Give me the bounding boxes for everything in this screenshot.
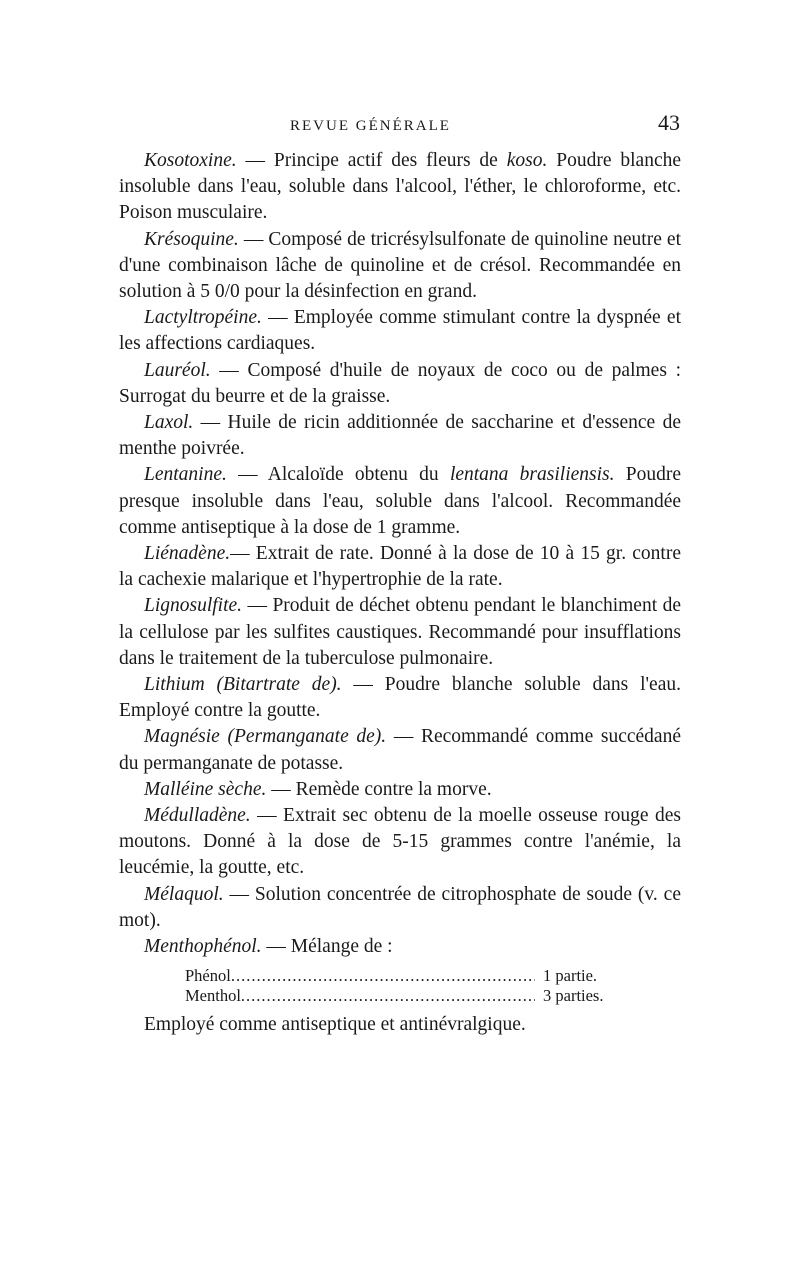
entry-term: Laxol. — [144, 412, 194, 434]
body-text — [119, 148, 681, 1039]
entry-melaquol — [119, 882, 681, 934]
entry-text: — Remède contre la morve. — [266, 778, 492, 800]
entry-term: Lignosulfite. — [144, 595, 243, 617]
entry-laureol — [119, 358, 681, 410]
entry-emphasis: koso. — [506, 150, 548, 171]
entry-text: — Huile de ricin additionnée de saccharine et d'essence de menthe poivrée. — [119, 412, 681, 460]
entry-term: Lauréol. — [144, 359, 211, 381]
entry-text-rest: Poudre blanche insoluble dans l'eau, soluble dans l'alcool, l'éther, le chloroforme, etc. Poison musculaire. — [119, 150, 681, 224]
entry-term: Liénadène. — [144, 543, 231, 565]
entry-text: — Principe actif des fleurs de — [236, 150, 507, 171]
entry-kresoquine — [119, 227, 681, 306]
entry-lactyltropeine — [119, 305, 681, 357]
entry-text: — Solution concentrée de citrophosphate de soude (v. ce mot). — [119, 883, 681, 931]
entry-lithium — [119, 672, 681, 724]
leader-dots — [241, 986, 535, 1006]
running-title: REVUE GÉNÉRALE — [290, 118, 451, 134]
formula-row — [185, 986, 617, 1006]
entry-lignosulfite — [119, 593, 681, 672]
entry-text: — Alcaloïde obtenu du — [226, 464, 450, 486]
entry-laxol — [119, 410, 681, 462]
entry-text: — Composé d'huile de noyaux de coco ou de palmes : Surrogat du beurre et de la graisse. — [119, 359, 681, 407]
closing-line: Employé comme antiseptique et antinévralgique. — [144, 1014, 526, 1036]
entry-text: — Composé de tricrésylsulfonate de quinoline neutre et d'une combinaison lâche de quinoline et de crésol. Recommandée en solution à 5 0/0 pour la désinfection en grand. — [119, 228, 681, 303]
entry-lienadene — [119, 541, 681, 593]
entry-text: — Employée comme stimulant contre la dyspnée et les affections cardiaques. — [119, 307, 681, 355]
page-number: 43 — [658, 110, 680, 135]
leader-dots — [231, 966, 535, 986]
formula-ingredient: Phénol — [185, 966, 231, 986]
entry-text: — Recommandé comme succédané du permanganate de potasse. — [119, 726, 681, 774]
entry-term: Lithium (Bitartrate de). — [144, 674, 342, 696]
entry-term: Malléine sèche. — [144, 778, 267, 800]
entry-kosotoxine — [119, 148, 681, 227]
entry-text: — Poudre blanche soluble dans l'eau. Employé contre la goutte. — [119, 674, 681, 722]
entry-lentanine — [119, 462, 681, 541]
entry-term: Mélaquol. — [144, 883, 224, 905]
entry-term: Lactyltropéine. — [144, 307, 262, 329]
page-header — [0, 110, 800, 150]
entry-term: Médulladène. — [144, 805, 251, 827]
entry-menthophenol — [119, 934, 681, 960]
entry-magnesie — [119, 724, 681, 776]
entry-term: Lentanine. — [144, 464, 227, 486]
entry-text: — Produit de déchet obtenu pendant le blanchiment de la cellulose par les sulfites caustiques. Recommandé pour insufflations dans le traitement de la tuberculose pulmonaire. — [119, 595, 681, 669]
formula-table — [185, 966, 617, 1006]
entry-term: Menthophénol. — [144, 936, 262, 958]
formula-quantity: 3 parties. — [543, 986, 604, 1006]
entry-text: — Extrait de rate. Donné à la dose de 10 à 15 gr. contre la cachexie malarique et l'hypertrophie de la rate. — [119, 543, 681, 591]
entry-text: — Extrait sec obtenu de la moelle osseuse rouge des moutons. Donné à la dose de 5-15 grammes contre l'anémie, la leucémie, la goutte, etc. — [119, 805, 681, 879]
formula-quantity: 1 partie. — [543, 966, 598, 986]
entry-text-rest: Poudre presque insoluble dans l'eau, soluble dans l'alcool. Recommandée comme antiseptique à la dose de 1 gramme. — [119, 464, 681, 538]
entry-term: Kosotoxine. — [144, 150, 237, 171]
formula-row — [185, 966, 617, 986]
formula-ingredient: Menthol — [185, 986, 241, 1006]
entry-term: Krésoquine. — [144, 228, 239, 250]
entry-term: Magnésie (Permanganate de). — [144, 726, 387, 748]
entry-text: — Mélange de : — [261, 936, 393, 958]
entry-malleine — [119, 777, 681, 803]
entry-medulladene — [119, 803, 681, 882]
entry-emphasis: lentana brasiliensis. — [449, 464, 615, 486]
